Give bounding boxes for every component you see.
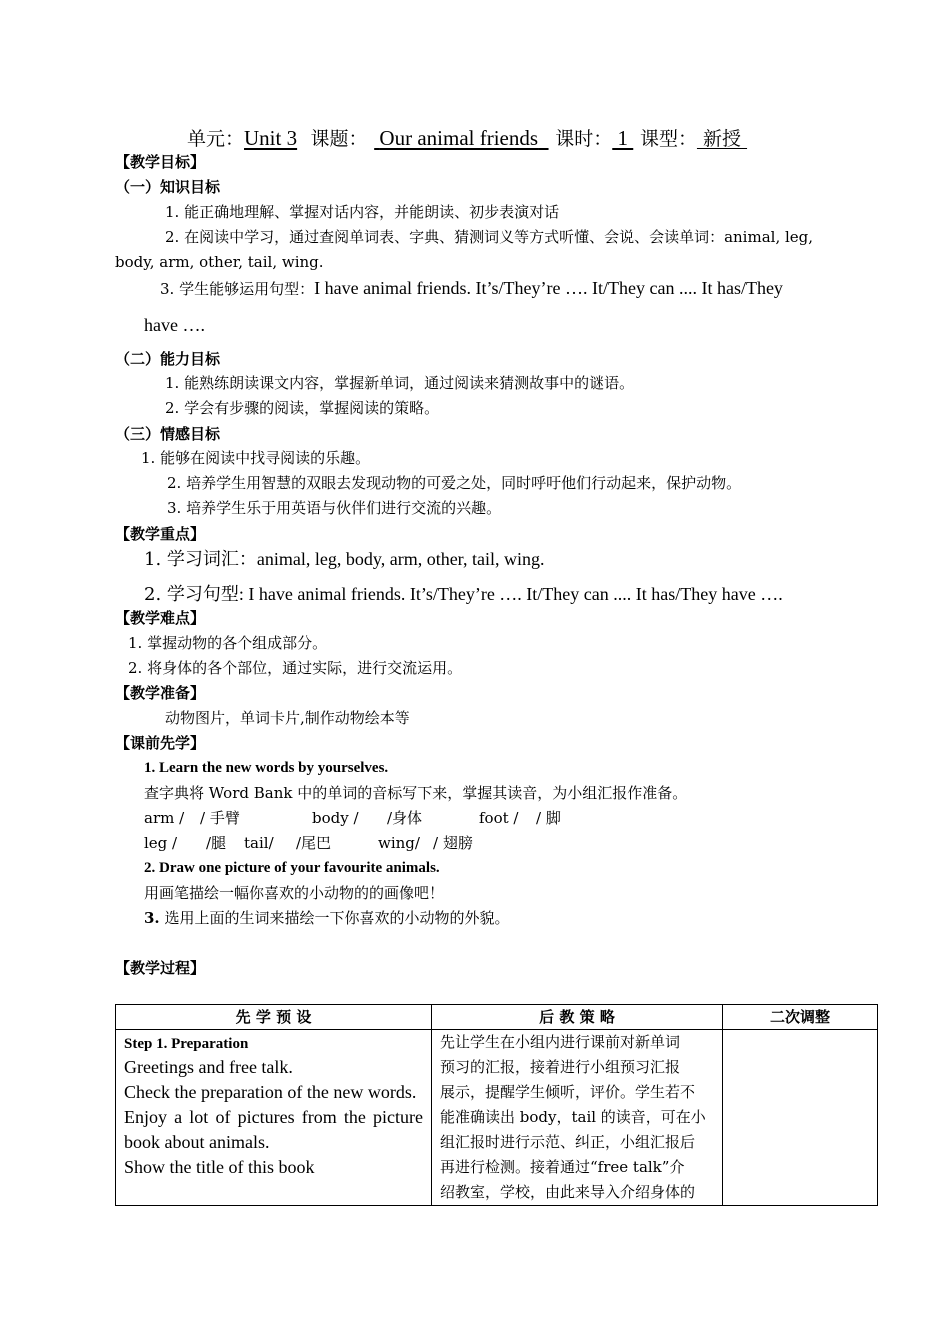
knowledge-item-3-line-2: have …. bbox=[144, 315, 205, 335]
prelearn-cell bbox=[116, 1030, 432, 1206]
strategy-line: 组汇报时进行示范、纠正，小组汇报后 bbox=[440, 1133, 696, 1151]
strategy-line: 预习的汇报，接着进行小组预习汇报 bbox=[440, 1058, 681, 1076]
step-line: Show the title of this book bbox=[124, 1157, 315, 1177]
difficulties-heading: 【教学难点】 bbox=[115, 609, 206, 627]
process-heading: 【教学过程】 bbox=[115, 959, 206, 977]
step-title: Step 1. Preparation bbox=[124, 1036, 249, 1052]
task-3: 3. 选用上面的生词来描绘一下你喜欢的小动物的外貌。 bbox=[144, 909, 510, 927]
knowledge-item-1: 1. 能正确地理解、掌握对话内容，并能朗读、初步表演对话 bbox=[165, 203, 560, 221]
word-tail-zh: /尾巴 bbox=[296, 834, 332, 852]
word-leg-zh: /腿 bbox=[206, 834, 227, 852]
step-line: Greetings and free talk. bbox=[124, 1057, 293, 1077]
process-table-row bbox=[116, 1030, 878, 1206]
task-2-desc: 用画笔描绘一幅你喜欢的小动物的的画像吧！ bbox=[144, 884, 445, 902]
type-value: 新授 bbox=[703, 128, 742, 150]
emotion-item-2: 2. 培养学生用智慧的双眼去发现动物的可爱之处，同时呼吁他们行动起来，保护动物。 bbox=[167, 474, 742, 492]
key-point-2: 2. 学习句型: I have animal friends. It’s/They’re …. It/They can .... It has/They have …. bbox=[144, 584, 783, 605]
ability-item-1: 1. 能熟练朗读课文内容，掌握新单词，通过阅读来猜测故事中的谜语。 bbox=[165, 374, 635, 392]
strategy-line: 再进行检测。接着通过“free talk”介 bbox=[440, 1158, 685, 1176]
word-wing: wing/ bbox=[378, 834, 420, 852]
strategy-line: 先让学生在小组内进行课前对新单词 bbox=[440, 1033, 681, 1051]
word-tail: tail/ bbox=[244, 834, 274, 852]
strategy-line: 能准确读出 body，tail 的读音，可在小 bbox=[440, 1108, 706, 1126]
difficulty-1: 1. 掌握动物的各个组成部分。 bbox=[128, 634, 328, 652]
step-line: Enjoy a lot of pictures from the picture book about animals. bbox=[124, 1107, 423, 1152]
unit-label: 单元： bbox=[187, 128, 245, 150]
topic-label: 课题： bbox=[310, 128, 368, 150]
knowledge-item-3-line-1: 3. 学生能够运用句型：I have animal friends. It’s/They’re …. It/They can .... It has/They bbox=[160, 278, 783, 298]
word-foot-zh: / 脚 bbox=[536, 809, 561, 827]
type-label: 课型： bbox=[639, 128, 697, 150]
ability-item-2: 2. 学会有步骤的阅读，掌握阅读的策略。 bbox=[165, 399, 440, 417]
knowledge-item-2-line-2: body, arm, other, tail, wing. bbox=[115, 253, 324, 271]
adjust-cell bbox=[723, 1030, 878, 1206]
period-value: 1 bbox=[617, 126, 628, 150]
word-body: body / bbox=[312, 809, 359, 827]
preparation-heading: 【教学准备】 bbox=[115, 684, 206, 702]
strategy-line: 展示，提醒学生倾听，评价。学生若不 bbox=[440, 1083, 696, 1101]
process-table-header-row bbox=[116, 1005, 878, 1030]
task-1-title: 1. Learn the new words by yourselves. bbox=[144, 760, 389, 776]
task-2-title: 2. Draw one picture of your favourite animals. bbox=[144, 860, 440, 876]
word-arm-zh: / 手臂 bbox=[200, 809, 240, 827]
emotion-item-1: 1. 能够在阅读中找寻阅读的乐趣。 bbox=[141, 449, 371, 467]
word-foot: foot / bbox=[479, 809, 519, 827]
topic-value: Our animal friends bbox=[379, 126, 539, 150]
difficulty-2: 2. 将身体的各个部位，通过实际，进行交流运用。 bbox=[128, 659, 463, 677]
objectives-heading: 【教学目标】 bbox=[115, 153, 206, 171]
strategy-line: 绍教室，学校，由此来导入介绍身体的 bbox=[440, 1183, 696, 1201]
word-leg: leg / bbox=[144, 834, 178, 852]
task-1-desc: 查字典将 Word Bank 中的单词的音标写下来，掌握其读音，为小组汇报作准备。 bbox=[144, 784, 688, 802]
word-wing-zh: / 翅膀 bbox=[433, 834, 473, 852]
key-point-1: 1. 学习词汇：animal, leg, body, arm, other, tail, wing. bbox=[144, 549, 545, 570]
col-header-strategy: 后 教 策 略 bbox=[432, 1005, 723, 1030]
col-header-prelearn: 先 学 预 设 bbox=[116, 1005, 432, 1030]
strategy-cell bbox=[432, 1030, 723, 1206]
word-body-zh: /身体 bbox=[387, 809, 423, 827]
col-header-adjust: 二次调整 bbox=[723, 1005, 878, 1030]
process-table bbox=[115, 1004, 878, 1206]
period-label: 课时： bbox=[555, 128, 613, 150]
preview-heading: 【课前先学】 bbox=[115, 734, 206, 752]
emotion-item-3: 3. 培养学生乐于用英语与伙伴们进行交流的兴趣。 bbox=[167, 499, 502, 517]
emotion-heading: （三）情感目标 bbox=[115, 425, 221, 443]
knowledge-item-2-line-1: 2. 在阅读中学习，通过查阅单词表、字典、猜测词义等方式听懂、会说、会读单词：animal, leg, bbox=[165, 228, 814, 246]
lesson-header bbox=[187, 124, 747, 153]
knowledge-heading: （一）知识目标 bbox=[115, 178, 221, 196]
preparation-text: 动物图片，单词卡片,制作动物绘本等 bbox=[165, 709, 410, 727]
ability-heading: （二）能力目标 bbox=[115, 350, 221, 368]
key-points-heading: 【教学重点】 bbox=[115, 525, 206, 543]
unit-value: Unit 3 bbox=[244, 126, 298, 150]
word-arm: arm / bbox=[144, 809, 185, 827]
step-line: Check the preparation of the new words. bbox=[124, 1082, 417, 1102]
